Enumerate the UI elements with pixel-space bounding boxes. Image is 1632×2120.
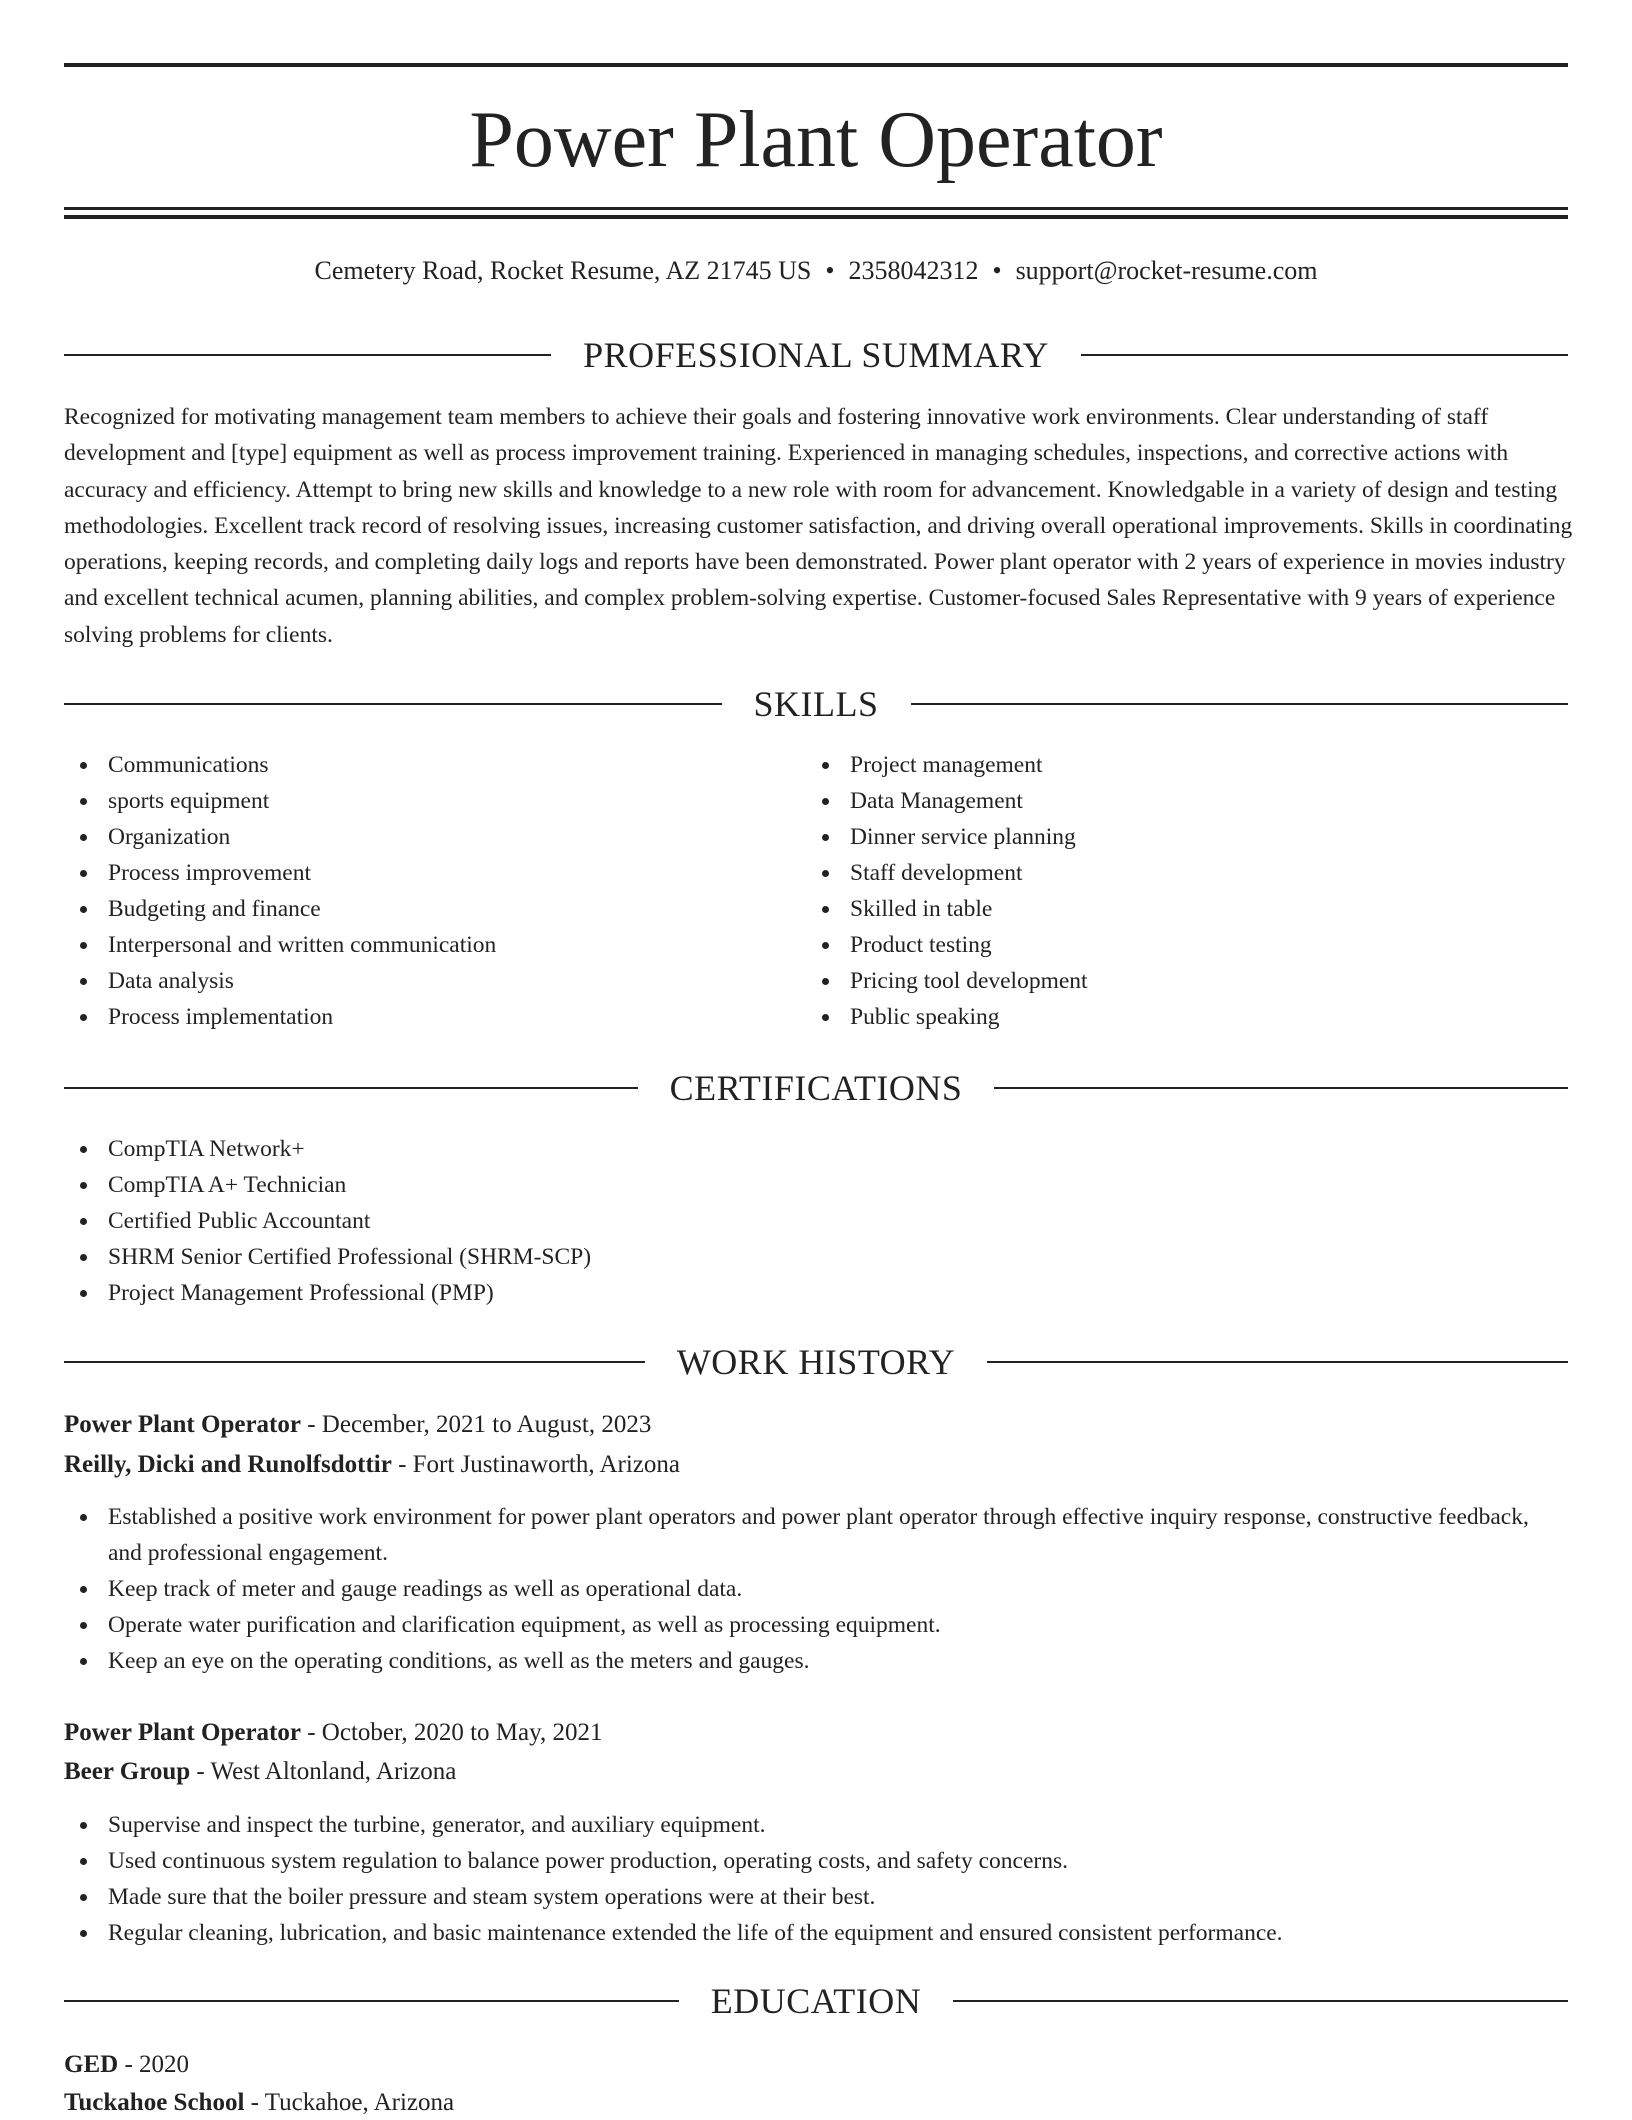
education-school: Tuckahoe School bbox=[64, 2089, 245, 2116]
skill-item: Process improvement bbox=[64, 855, 764, 891]
job-title: Power Plant Operator bbox=[64, 1411, 301, 1438]
skill-item: Interpersonal and written communication bbox=[64, 927, 764, 963]
heading-rule bbox=[64, 703, 722, 705]
job-duties-list bbox=[64, 1499, 1568, 1679]
job-location: - West Altonland, Arizona bbox=[190, 1758, 457, 1785]
job-dates: - December, 2021 to August, 2023 bbox=[300, 1411, 652, 1438]
section-heading-certifications bbox=[64, 1063, 1568, 1113]
contact-phone: 2358042312 bbox=[848, 256, 979, 285]
section-title: CERTIFICATIONS bbox=[669, 1068, 963, 1108]
certification-item: CompTIA Network+ bbox=[64, 1131, 1568, 1167]
skill-item: Process implementation bbox=[64, 999, 764, 1035]
contact-separator: • bbox=[992, 256, 1002, 285]
section-heading-summary bbox=[64, 330, 1568, 380]
job-duty-item: Supervise and inspect the turbine, generator, and auxiliary equipment. bbox=[64, 1807, 1568, 1843]
education-location: - Tuckahoe, Arizona bbox=[244, 2089, 455, 2116]
contact-separator: • bbox=[825, 256, 835, 285]
job-company: Beer Group bbox=[64, 1758, 191, 1785]
job-company-line bbox=[64, 1448, 1568, 1482]
education-degree-line bbox=[64, 2048, 1568, 2082]
education-school-line bbox=[64, 2086, 1568, 2120]
education-year: - 2020 bbox=[118, 2051, 190, 2078]
job-duty-item: Regular cleaning, lubrication, and basic maintenance extended the life of the equipment and ensured consistent performance. bbox=[64, 1915, 1568, 1951]
heading-rule bbox=[1081, 354, 1568, 356]
summary-text: Recognized for motivating management team members to achieve their goals and fostering innovative work environments. Clear understanding of staff development and [type] equipment as well as process improvement training. Experienced in managing schedules, inspections, and corrective actions with accuracy and efficiency. Attempt to bring new skills and knowledge to a new role with room for advancement. Knowledgable in a variety of design and testing methodologies. Excellent track record of resolving issues, increasing customer satisfaction, and driving overall operational improvements. Skills in coordinating operations, keeping records, and completing daily logs and reports have been demonstrated. Power plant operator with 2 years of experience in movies industry and excellent technical acumen, planning abilities, and complex problem-solving expertise. Customer-focused Sales Representative with 9 years of experience solving problems for clients. bbox=[64, 404, 1573, 648]
job-duty-item: Used continuous system regulation to balance power production, operating costs, and safety concerns. bbox=[64, 1843, 1568, 1879]
skill-item: Data analysis bbox=[64, 963, 764, 999]
skills-list-right bbox=[806, 747, 1506, 1035]
heading-rule bbox=[64, 1087, 638, 1089]
skill-item: Dinner service planning bbox=[806, 819, 1506, 855]
section-title: PROFESSIONAL SUMMARY bbox=[583, 335, 1049, 375]
job-title: Power Plant Operator bbox=[64, 1719, 301, 1746]
job-title-line bbox=[64, 1408, 1568, 1442]
skill-item: Product testing bbox=[806, 927, 1506, 963]
skill-item: Communications bbox=[64, 747, 764, 783]
section-heading-work bbox=[64, 1337, 1568, 1387]
skill-item: Project management bbox=[806, 747, 1506, 783]
title-rule-upper bbox=[64, 207, 1568, 210]
skill-item: Data Management bbox=[806, 783, 1506, 819]
section-heading-education bbox=[64, 1976, 1568, 2026]
skill-item: sports equipment bbox=[64, 783, 764, 819]
contact-address: Cemetery Road, Rocket Resume, AZ 21745 US bbox=[314, 256, 812, 285]
job-title-line bbox=[64, 1716, 1568, 1750]
contact-email: support@rocket-resume.com bbox=[1015, 256, 1318, 285]
section-title: WORK HISTORY bbox=[676, 1342, 956, 1382]
job-duty-item: Established a positive work environment for power plant operators and power plant operator through effective inquiry response, constructive feedback, and professional engagement. bbox=[64, 1499, 1568, 1571]
job-duty-item: Keep track of meter and gauge readings as well as operational data. bbox=[64, 1571, 1568, 1607]
section-title: EDUCATION bbox=[710, 1981, 922, 2021]
job-company-line bbox=[64, 1755, 1568, 1789]
certification-item: Certified Public Accountant bbox=[64, 1203, 1568, 1239]
skill-item: Organization bbox=[64, 819, 764, 855]
education-degree: GED bbox=[64, 2051, 119, 2078]
skill-item: Public speaking bbox=[806, 999, 1506, 1035]
certification-item: Project Management Professional (PMP) bbox=[64, 1275, 1568, 1311]
heading-rule bbox=[64, 354, 551, 356]
certification-item: CompTIA A+ Technician bbox=[64, 1167, 1568, 1203]
job-location: - Fort Justinaworth, Arizona bbox=[391, 1451, 680, 1478]
job-duty-item: Keep an eye on the operating conditions, as well as the meters and gauges. bbox=[64, 1643, 1568, 1679]
top-rule bbox=[64, 63, 1568, 67]
job-duty-item: Operate water purification and clarification equipment, as well as processing equipment. bbox=[64, 1607, 1568, 1643]
contact-line bbox=[64, 254, 1568, 288]
job-duty-item: Made sure that the boiler pressure and steam system operations were at their best. bbox=[64, 1879, 1568, 1915]
skills-list-left bbox=[64, 747, 764, 1035]
section-title: SKILLS bbox=[753, 684, 879, 724]
section-heading-skills bbox=[64, 679, 1568, 729]
skill-item: Budgeting and finance bbox=[64, 891, 764, 927]
skill-item: Staff development bbox=[806, 855, 1506, 891]
heading-rule bbox=[987, 1361, 1568, 1363]
skill-item: Skilled in table bbox=[806, 891, 1506, 927]
heading-rule bbox=[64, 1361, 645, 1363]
title-rule-lower bbox=[64, 215, 1568, 219]
certifications-list bbox=[64, 1131, 1568, 1311]
certification-item: SHRM Senior Certified Professional (SHRM-SCP) bbox=[64, 1239, 1568, 1275]
skill-item: Pricing tool development bbox=[806, 963, 1506, 999]
job-company: Reilly, Dicki and Runolfsdottir bbox=[64, 1451, 392, 1478]
heading-rule bbox=[911, 703, 1569, 705]
heading-rule bbox=[953, 2000, 1568, 2002]
job-dates: - October, 2020 to May, 2021 bbox=[300, 1719, 603, 1746]
heading-rule bbox=[994, 1087, 1568, 1089]
job-duties-list bbox=[64, 1807, 1568, 1951]
page-title: Power Plant Operator bbox=[469, 96, 1163, 184]
heading-rule bbox=[64, 2000, 679, 2002]
